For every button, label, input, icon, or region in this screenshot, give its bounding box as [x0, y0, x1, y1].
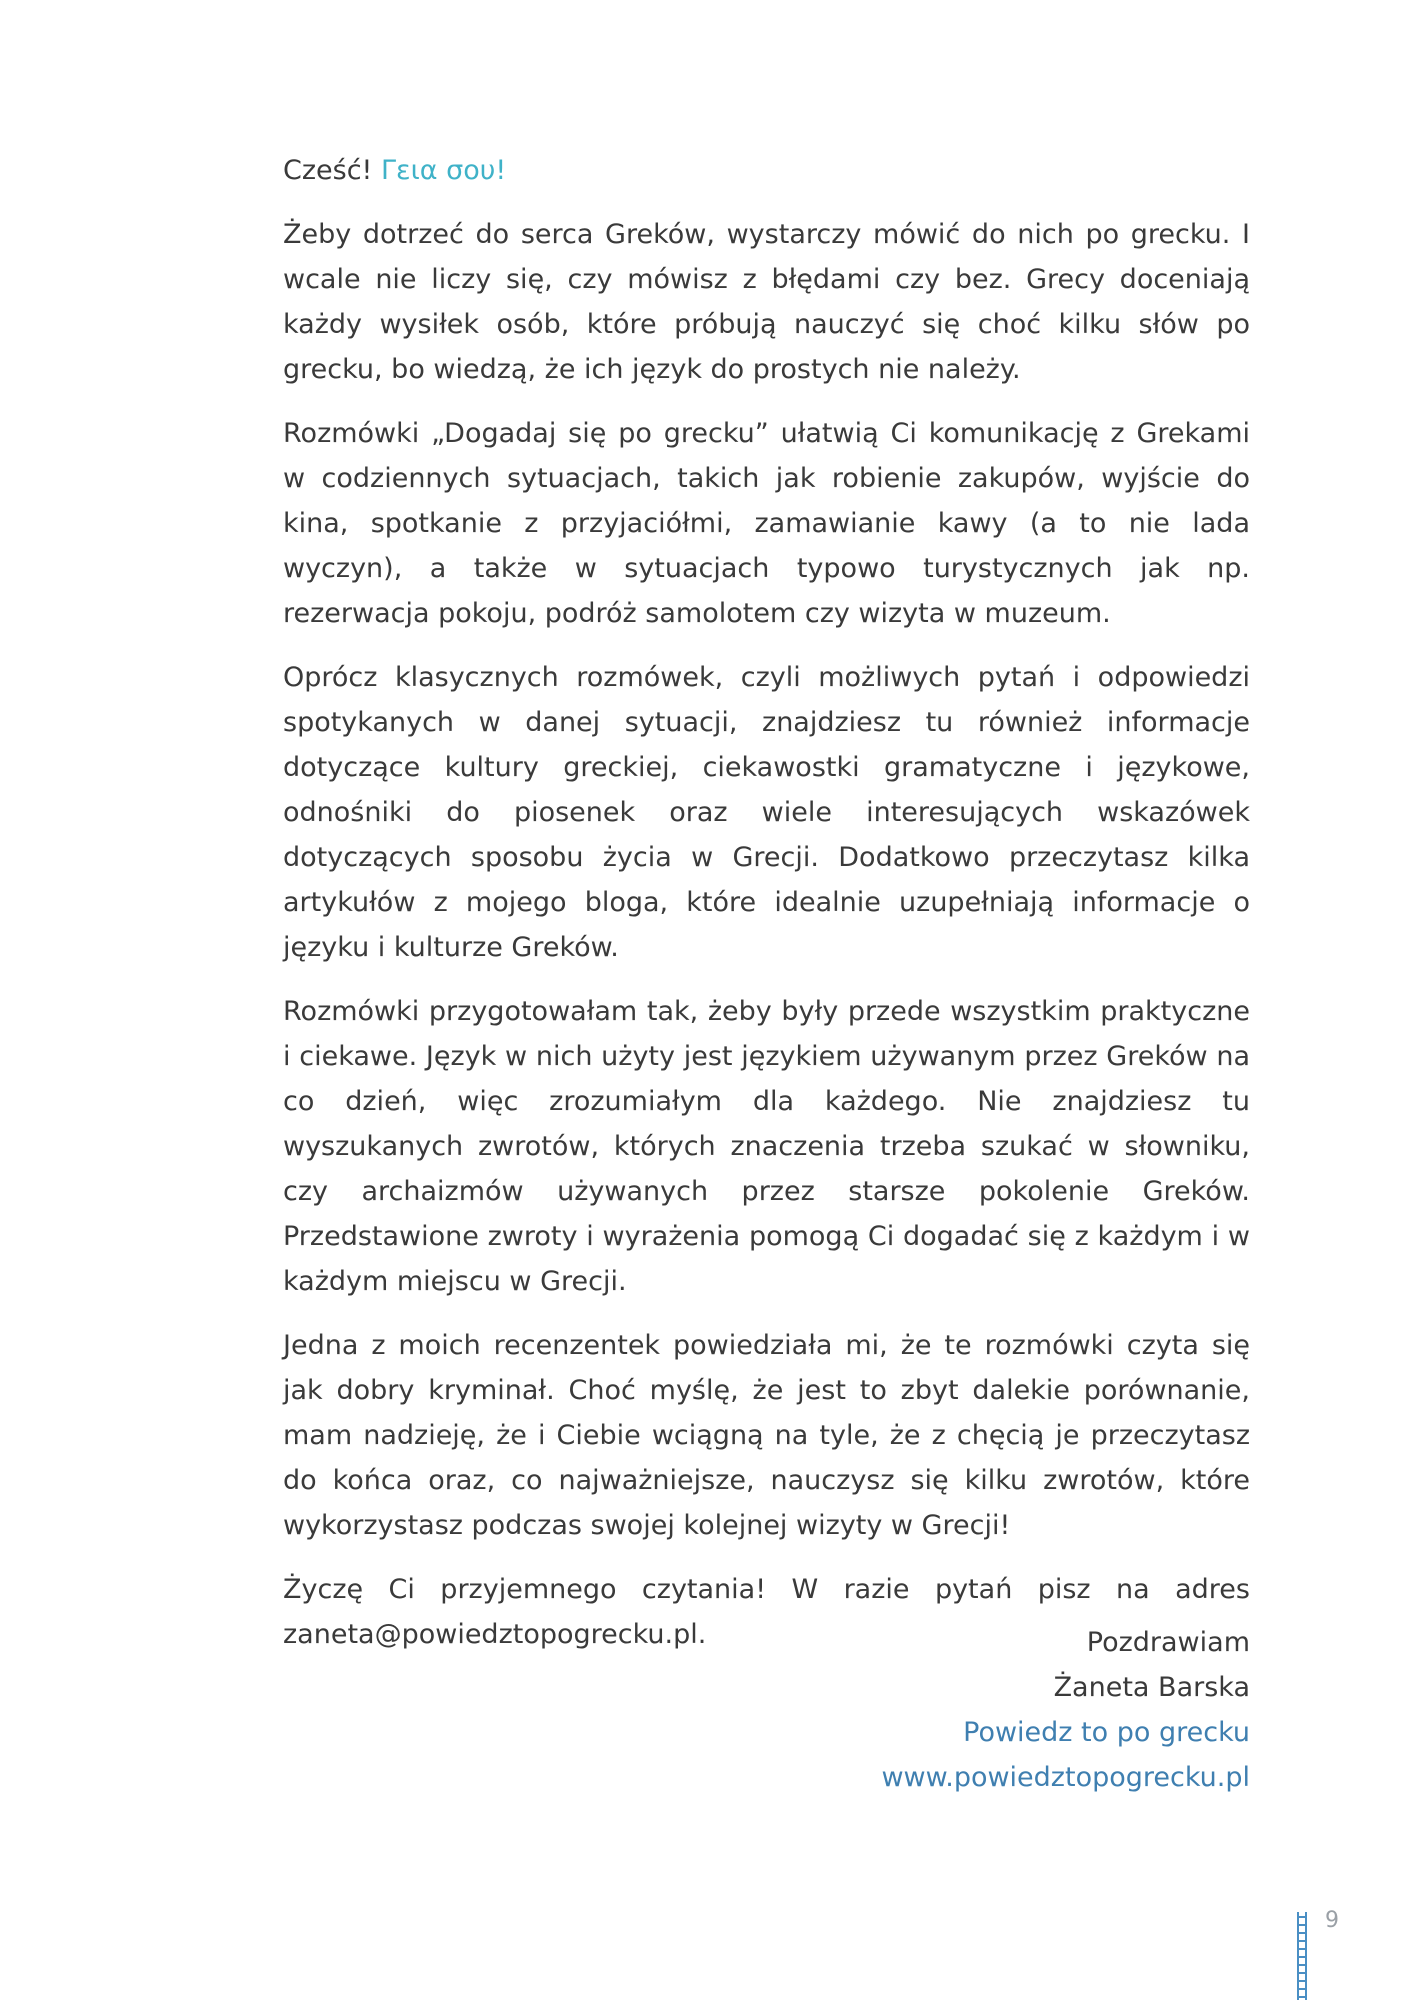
- ornament-bar: [1298, 1940, 1306, 1942]
- page-number: 9: [1325, 1908, 1339, 1933]
- signature-block: [881, 1620, 1250, 1800]
- ornament-bar: [1298, 1924, 1306, 1926]
- paragraph: Rozmówki „Dogadaj się po grecku” ułatwią Ci komunikację z Grekami w codziennych sytuacjach, takich jak robienie zakupów, wyjście do kina, spotkanie z przyjaciółmi, zamawianie kawy (a to nie lada wyczyn), a także w sytuacjach typowo turystycznych jak np. rezerwacja pokoju, podróż samolotem czy wizyta w muzeum.: [283, 418, 1250, 629]
- greeting: [283, 148, 1250, 193]
- ornament-bar: [1298, 1972, 1306, 1974]
- greeting-greek: Γεια σου!: [380, 155, 507, 186]
- signature-name: Żaneta Barska: [1053, 1672, 1250, 1703]
- footer-ornament-icon: [1296, 1912, 1308, 2000]
- paragraph: Jedna z moich recenzentek powiedziała mi, że te rozmówki czyta się jak dobry kryminał. Choć myślę, że jest to zbyt dalekie porównanie, mam nadzieję, że i Ciebie wciągną na tyle, że z chęcią je przeczytasz do końca oraz, co najważniejsze, nauczysz się kilku zwrotów, które wykorzystasz podczas swojej kolejnej wizyty w Grecji!: [283, 1330, 1250, 1541]
- ornament-bar: [1298, 1916, 1306, 1918]
- letter-body: [283, 148, 1250, 1676]
- brand-link[interactable]: Powiedz to po grecku: [963, 1717, 1250, 1748]
- paragraph: Żeby dotrzeć do serca Greków, wystarczy mówić do nich po grecku. I wcale nie liczy się, czy mówisz z błędami czy bez. Grecy doceniają każdy wysiłek osób, które próbują nauczyć się choć kilku słów po grecku, bo wiedzą, że ich język do prostych nie należy.: [283, 219, 1250, 385]
- ornament-bar: [1298, 1932, 1306, 1934]
- signature-closing: Pozdrawiam: [1086, 1627, 1250, 1658]
- ornament-bar: [1298, 1996, 1306, 1998]
- website-link[interactable]: www.powiedztopogrecku.pl: [881, 1762, 1250, 1793]
- ornament-bar: [1298, 1948, 1306, 1950]
- paragraph: Rozmówki przygotowałam tak, żeby były przede wszystkim praktyczne i ciekawe. Język w nich użyty jest językiem używanym przez Greków na co dzień, więc zrozumiałym dla każdego. Nie znajdziesz tu wyszukanych zwrotów, których znaczenia trzeba szukać w słowniku, czy archaizmów używanych przez starsze pokolenie Greków. Przedstawione zwroty i wyrażenia pomogą Ci dogadać się z każdym i w każdym miejscu w Grecji.: [283, 996, 1250, 1297]
- greeting-polish: Cześć!: [283, 155, 373, 186]
- paragraph: Życzę Ci przyjemnego czytania! W razie pytań pisz na adres zaneta@powiedztopogrecku.pl.: [283, 1574, 1250, 1650]
- ornament-bar: [1298, 1964, 1306, 1966]
- ornament-bar: [1298, 1956, 1306, 1958]
- ornament-bar: [1298, 1988, 1306, 1990]
- paragraph: Oprócz klasycznych rozmówek, czyli możliwych pytań i odpowiedzi spotykanych w danej sytuacji, znajdziesz tu również informacje dotyczące kultury greckiej, ciekawostki gramatyczne i językowe, odnośniki do piosenek oraz wiele interesujących wskazówek dotyczących sposobu życia w Grecji. Dodatkowo przeczytasz kilka artykułów z mojego bloga, które idealnie uzupełniają informacje o języku i kulturze Greków.: [283, 662, 1250, 963]
- ornament-bar: [1298, 1980, 1306, 1982]
